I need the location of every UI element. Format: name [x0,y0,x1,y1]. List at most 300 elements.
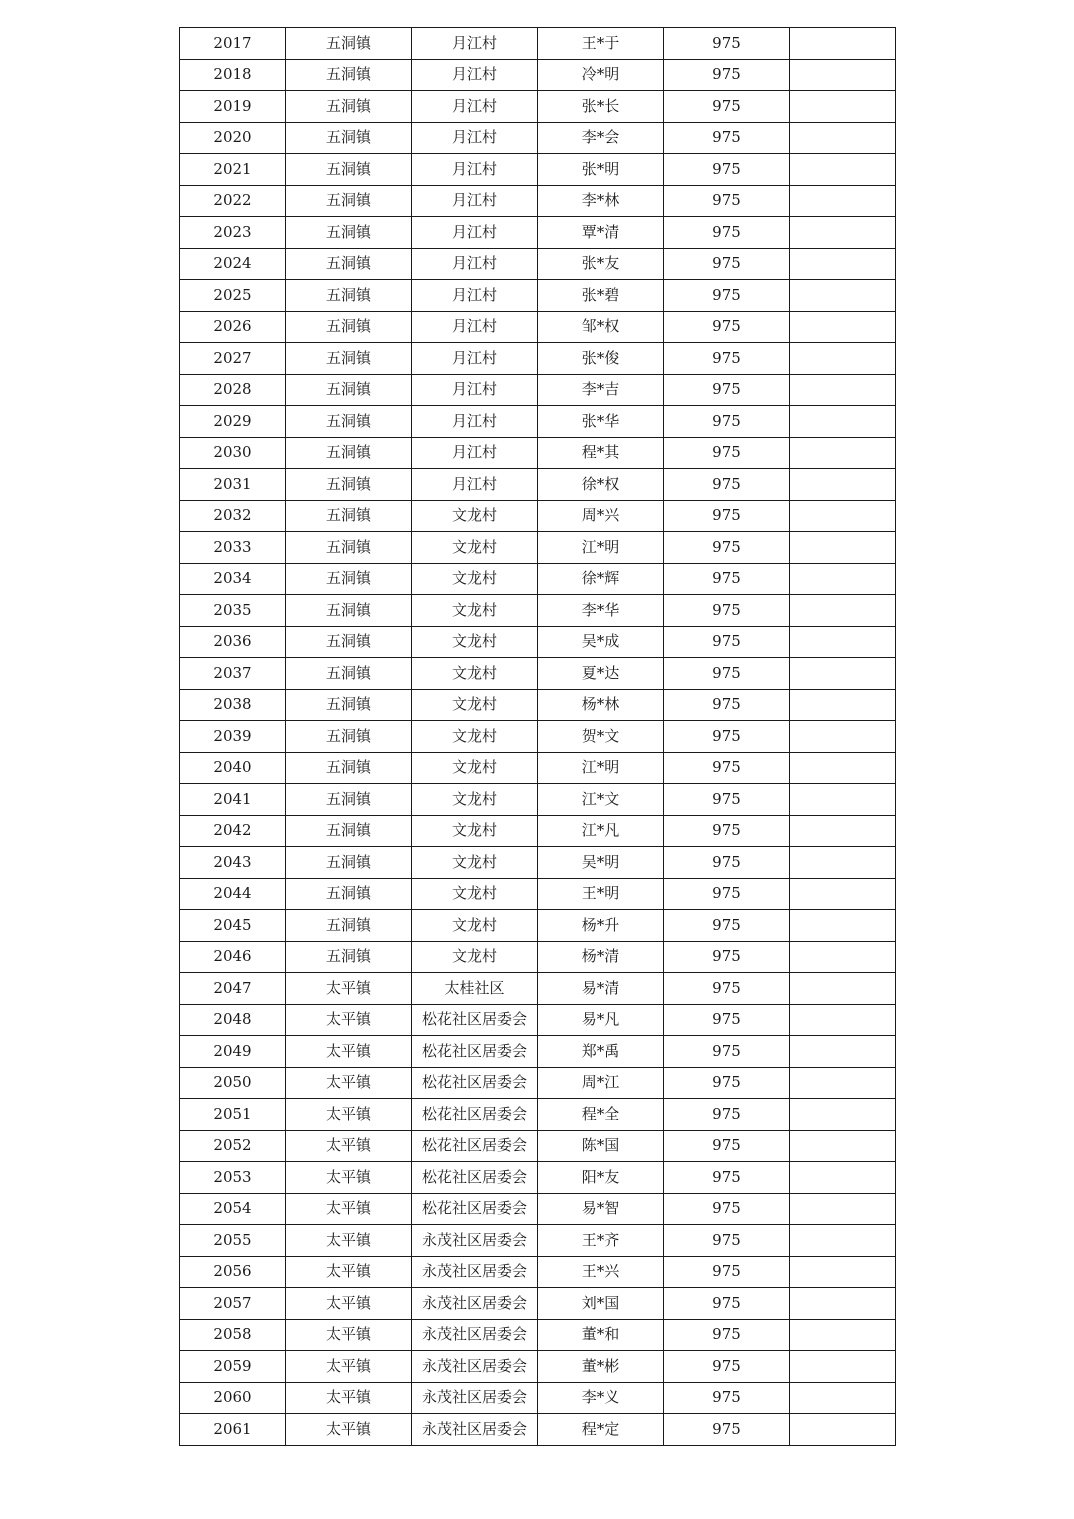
village-cell: 松花社区居委会 [412,1036,538,1068]
village-cell: 月江村 [412,469,538,501]
town-cell: 五洞镇 [286,784,412,816]
table-row [180,1067,896,1099]
note-cell [790,91,896,123]
town-cell: 太平镇 [286,1004,412,1036]
village-cell: 松花社区居委会 [412,1162,538,1194]
table-row [180,1099,896,1131]
amount-cell: 975 [664,1162,790,1194]
serial-number-cell: 2058 [180,1319,286,1351]
name-cell: 王*齐 [538,1225,664,1257]
name-cell: 徐*辉 [538,563,664,595]
table-row [180,122,896,154]
serial-number-cell: 2051 [180,1099,286,1131]
serial-number-cell: 2044 [180,878,286,910]
serial-number-cell: 2024 [180,248,286,280]
town-cell: 五洞镇 [286,28,412,60]
town-cell: 太平镇 [286,1351,412,1383]
serial-number-cell: 2050 [180,1067,286,1099]
serial-number-cell: 2049 [180,1036,286,1068]
name-cell: 程*定 [538,1414,664,1446]
town-cell: 五洞镇 [286,878,412,910]
table-row [180,689,896,721]
village-cell: 永茂社区居委会 [412,1319,538,1351]
note-cell [790,1288,896,1320]
serial-number-cell: 2035 [180,595,286,627]
name-cell: 张*长 [538,91,664,123]
table-row [180,154,896,186]
note-cell [790,1382,896,1414]
name-cell: 徐*权 [538,469,664,501]
town-cell: 太平镇 [286,1256,412,1288]
name-cell: 刘*国 [538,1288,664,1320]
amount-cell: 975 [664,1130,790,1162]
serial-number-cell: 2023 [180,217,286,249]
name-cell: 冷*明 [538,59,664,91]
note-cell [790,532,896,564]
table-row [180,847,896,879]
town-cell: 五洞镇 [286,311,412,343]
table-row [180,532,896,564]
name-cell: 王*兴 [538,1256,664,1288]
serial-number-cell: 2053 [180,1162,286,1194]
serial-number-cell: 2036 [180,626,286,658]
serial-number-cell: 2017 [180,28,286,60]
name-cell: 张*友 [538,248,664,280]
village-cell: 永茂社区居委会 [412,1288,538,1320]
table-row [180,374,896,406]
village-cell: 月江村 [412,185,538,217]
table-row [180,721,896,753]
table-row [180,941,896,973]
village-cell: 月江村 [412,280,538,312]
note-cell [790,563,896,595]
town-cell: 太平镇 [286,1036,412,1068]
village-cell: 松花社区居委会 [412,1067,538,1099]
serial-number-cell: 2056 [180,1256,286,1288]
village-cell: 永茂社区居委会 [412,1382,538,1414]
village-cell: 月江村 [412,122,538,154]
name-cell: 贺*文 [538,721,664,753]
note-cell [790,406,896,438]
amount-cell: 975 [664,311,790,343]
village-cell: 文龙村 [412,752,538,784]
note-cell [790,185,896,217]
table-row [180,1162,896,1194]
note-cell [790,626,896,658]
serial-number-cell: 2060 [180,1382,286,1414]
note-cell [790,1414,896,1446]
note-cell [790,878,896,910]
table-row [180,910,896,942]
note-cell [790,847,896,879]
amount-cell: 975 [664,878,790,910]
town-cell: 五洞镇 [286,941,412,973]
note-cell [790,1193,896,1225]
amount-cell: 975 [664,1225,790,1257]
note-cell [790,1225,896,1257]
amount-cell: 975 [664,248,790,280]
note-cell [790,1351,896,1383]
name-cell: 江*明 [538,532,664,564]
name-cell: 王*于 [538,28,664,60]
village-cell: 文龙村 [412,532,538,564]
amount-cell: 975 [664,185,790,217]
serial-number-cell: 2032 [180,500,286,532]
note-cell [790,1162,896,1194]
town-cell: 太平镇 [286,1319,412,1351]
name-cell: 李*林 [538,185,664,217]
village-cell: 月江村 [412,217,538,249]
amount-cell: 975 [664,626,790,658]
table-row [180,91,896,123]
note-cell [790,1099,896,1131]
town-cell: 五洞镇 [286,91,412,123]
town-cell: 太平镇 [286,1193,412,1225]
name-cell: 王*明 [538,878,664,910]
town-cell: 太平镇 [286,1288,412,1320]
name-cell: 张*碧 [538,280,664,312]
name-cell: 吴*成 [538,626,664,658]
name-cell: 陈*国 [538,1130,664,1162]
amount-cell: 975 [664,1193,790,1225]
town-cell: 五洞镇 [286,343,412,375]
village-cell: 月江村 [412,28,538,60]
table-row [180,595,896,627]
amount-cell: 975 [664,1351,790,1383]
town-cell: 五洞镇 [286,185,412,217]
table-row [180,563,896,595]
name-cell: 阳*友 [538,1162,664,1194]
town-cell: 五洞镇 [286,248,412,280]
amount-cell: 975 [664,563,790,595]
name-cell: 夏*达 [538,658,664,690]
note-cell [790,752,896,784]
note-cell [790,941,896,973]
village-cell: 永茂社区居委会 [412,1351,538,1383]
table-row [180,815,896,847]
village-cell: 文龙村 [412,878,538,910]
amount-cell: 975 [664,689,790,721]
serial-number-cell: 2025 [180,280,286,312]
name-cell: 李*会 [538,122,664,154]
serial-number-cell: 2055 [180,1225,286,1257]
town-cell: 五洞镇 [286,217,412,249]
name-cell: 杨*升 [538,910,664,942]
amount-cell: 975 [664,784,790,816]
village-cell: 文龙村 [412,910,538,942]
village-cell: 月江村 [412,154,538,186]
table-row [180,280,896,312]
note-cell [790,1036,896,1068]
name-cell: 江*明 [538,752,664,784]
serial-number-cell: 2020 [180,122,286,154]
serial-number-cell: 2028 [180,374,286,406]
serial-number-cell: 2057 [180,1288,286,1320]
table-row [180,1193,896,1225]
village-cell: 永茂社区居委会 [412,1256,538,1288]
serial-number-cell: 2059 [180,1351,286,1383]
amount-cell: 975 [664,595,790,627]
roster-table [179,27,896,1446]
note-cell [790,248,896,280]
amount-cell: 975 [664,658,790,690]
town-cell: 五洞镇 [286,689,412,721]
name-cell: 董*彬 [538,1351,664,1383]
serial-number-cell: 2034 [180,563,286,595]
serial-number-cell: 2039 [180,721,286,753]
amount-cell: 975 [664,1319,790,1351]
note-cell [790,973,896,1005]
amount-cell: 975 [664,217,790,249]
serial-number-cell: 2030 [180,437,286,469]
serial-number-cell: 2038 [180,689,286,721]
amount-cell: 975 [664,1414,790,1446]
name-cell: 易*智 [538,1193,664,1225]
town-cell: 五洞镇 [286,721,412,753]
village-cell: 文龙村 [412,784,538,816]
note-cell [790,28,896,60]
name-cell: 杨*林 [538,689,664,721]
amount-cell: 975 [664,343,790,375]
table-row [180,1004,896,1036]
village-cell: 文龙村 [412,500,538,532]
name-cell: 周*兴 [538,500,664,532]
name-cell: 易*凡 [538,1004,664,1036]
serial-number-cell: 2029 [180,406,286,438]
table-row [180,59,896,91]
town-cell: 五洞镇 [286,500,412,532]
town-cell: 五洞镇 [286,406,412,438]
table-row [180,1256,896,1288]
serial-number-cell: 2054 [180,1193,286,1225]
note-cell [790,689,896,721]
village-cell: 文龙村 [412,626,538,658]
town-cell: 太平镇 [286,1382,412,1414]
serial-number-cell: 2046 [180,941,286,973]
table-row [180,343,896,375]
note-cell [790,1319,896,1351]
name-cell: 李*吉 [538,374,664,406]
serial-number-cell: 2031 [180,469,286,501]
village-cell: 月江村 [412,311,538,343]
village-cell: 松花社区居委会 [412,1099,538,1131]
town-cell: 五洞镇 [286,626,412,658]
amount-cell: 975 [664,973,790,1005]
name-cell: 程*全 [538,1099,664,1131]
table-row [180,217,896,249]
amount-cell: 975 [664,1099,790,1131]
town-cell: 五洞镇 [286,469,412,501]
table-row [180,1319,896,1351]
table-row [180,28,896,60]
serial-number-cell: 2022 [180,185,286,217]
note-cell [790,154,896,186]
note-cell [790,217,896,249]
amount-cell: 975 [664,1256,790,1288]
town-cell: 五洞镇 [286,280,412,312]
village-cell: 月江村 [412,248,538,280]
amount-cell: 975 [664,154,790,186]
name-cell: 李*义 [538,1382,664,1414]
table-row [180,469,896,501]
name-cell: 邹*权 [538,311,664,343]
name-cell: 江*文 [538,784,664,816]
village-cell: 文龙村 [412,658,538,690]
table-row [180,406,896,438]
note-cell [790,500,896,532]
note-cell [790,910,896,942]
table-row [180,784,896,816]
table-row [180,1036,896,1068]
amount-cell: 975 [664,406,790,438]
amount-cell: 975 [664,374,790,406]
name-cell: 易*清 [538,973,664,1005]
amount-cell: 975 [664,941,790,973]
amount-cell: 975 [664,721,790,753]
town-cell: 五洞镇 [286,910,412,942]
serial-number-cell: 2042 [180,815,286,847]
serial-number-cell: 2045 [180,910,286,942]
name-cell: 李*华 [538,595,664,627]
town-cell: 五洞镇 [286,122,412,154]
town-cell: 五洞镇 [286,752,412,784]
amount-cell: 975 [664,1067,790,1099]
town-cell: 太平镇 [286,1099,412,1131]
note-cell [790,469,896,501]
table-row [180,1414,896,1446]
village-cell: 文龙村 [412,563,538,595]
town-cell: 五洞镇 [286,374,412,406]
amount-cell: 975 [664,815,790,847]
note-cell [790,1256,896,1288]
note-cell [790,343,896,375]
amount-cell: 975 [664,1288,790,1320]
town-cell: 太平镇 [286,1162,412,1194]
town-cell: 太平镇 [286,1225,412,1257]
note-cell [790,374,896,406]
note-cell [790,311,896,343]
amount-cell: 975 [664,91,790,123]
name-cell: 程*其 [538,437,664,469]
name-cell: 周*江 [538,1067,664,1099]
table-row [180,1351,896,1383]
serial-number-cell: 2043 [180,847,286,879]
serial-number-cell: 2019 [180,91,286,123]
serial-number-cell: 2041 [180,784,286,816]
town-cell: 五洞镇 [286,815,412,847]
name-cell: 张*华 [538,406,664,438]
table-row [180,658,896,690]
name-cell: 张*明 [538,154,664,186]
table-row [180,311,896,343]
amount-cell: 975 [664,752,790,784]
table-row [180,878,896,910]
village-cell: 松花社区居委会 [412,1193,538,1225]
name-cell: 杨*清 [538,941,664,973]
name-cell: 江*凡 [538,815,664,847]
note-cell [790,122,896,154]
amount-cell: 975 [664,1036,790,1068]
village-cell: 太桂社区 [412,973,538,1005]
town-cell: 五洞镇 [286,563,412,595]
serial-number-cell: 2027 [180,343,286,375]
amount-cell: 975 [664,500,790,532]
town-cell: 五洞镇 [286,847,412,879]
name-cell: 董*和 [538,1319,664,1351]
note-cell [790,721,896,753]
amount-cell: 975 [664,122,790,154]
table-row [180,1130,896,1162]
town-cell: 五洞镇 [286,658,412,690]
name-cell: 郑*禹 [538,1036,664,1068]
name-cell: 覃*清 [538,217,664,249]
amount-cell: 975 [664,1004,790,1036]
serial-number-cell: 2040 [180,752,286,784]
amount-cell: 975 [664,469,790,501]
table-row [180,1288,896,1320]
amount-cell: 975 [664,910,790,942]
roster-table-body [180,28,896,1446]
town-cell: 五洞镇 [286,595,412,627]
table-row [180,1382,896,1414]
town-cell: 五洞镇 [286,59,412,91]
serial-number-cell: 2047 [180,973,286,1005]
serial-number-cell: 2037 [180,658,286,690]
village-cell: 松花社区居委会 [412,1130,538,1162]
village-cell: 月江村 [412,374,538,406]
table-row [180,1225,896,1257]
table-row [180,437,896,469]
village-cell: 文龙村 [412,847,538,879]
note-cell [790,595,896,627]
serial-number-cell: 2048 [180,1004,286,1036]
town-cell: 太平镇 [286,1414,412,1446]
serial-number-cell: 2061 [180,1414,286,1446]
note-cell [790,1004,896,1036]
town-cell: 太平镇 [286,973,412,1005]
amount-cell: 975 [664,1382,790,1414]
note-cell [790,280,896,312]
serial-number-cell: 2026 [180,311,286,343]
table-row [180,973,896,1005]
amount-cell: 975 [664,532,790,564]
village-cell: 松花社区居委会 [412,1004,538,1036]
table-row [180,626,896,658]
town-cell: 五洞镇 [286,437,412,469]
amount-cell: 975 [664,437,790,469]
town-cell: 五洞镇 [286,532,412,564]
town-cell: 太平镇 [286,1067,412,1099]
table-row [180,500,896,532]
village-cell: 月江村 [412,406,538,438]
village-cell: 月江村 [412,437,538,469]
town-cell: 太平镇 [286,1130,412,1162]
village-cell: 月江村 [412,343,538,375]
note-cell [790,815,896,847]
serial-number-cell: 2021 [180,154,286,186]
serial-number-cell: 2052 [180,1130,286,1162]
village-cell: 文龙村 [412,815,538,847]
amount-cell: 975 [664,59,790,91]
note-cell [790,1130,896,1162]
note-cell [790,784,896,816]
name-cell: 张*俊 [538,343,664,375]
village-cell: 文龙村 [412,941,538,973]
amount-cell: 975 [664,280,790,312]
note-cell [790,437,896,469]
village-cell: 文龙村 [412,689,538,721]
village-cell: 文龙村 [412,721,538,753]
